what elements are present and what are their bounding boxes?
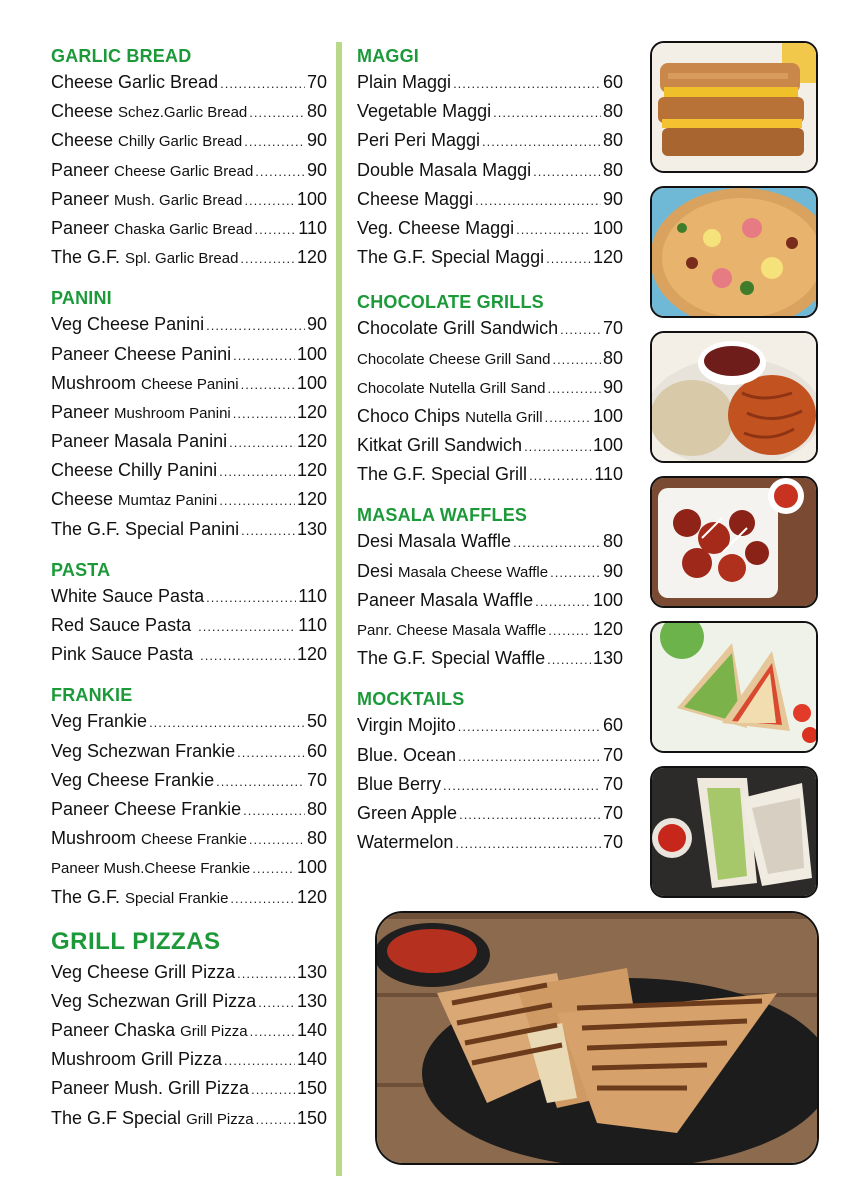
item-price: 80 [602, 159, 623, 180]
item-name-detail: Chocolate Cheese Grill Sand [357, 350, 551, 368]
menu-item [357, 243, 623, 272]
dot-leader [255, 157, 305, 186]
item-name: Veg Cheese Grill Pizza [51, 961, 236, 982]
item-price: 70 [602, 318, 623, 339]
section-title: CHOCOLATE GRILLS [357, 292, 544, 313]
section-garlic-bread [51, 44, 327, 272]
item-name: Green Apple [357, 802, 458, 823]
menu-item [51, 340, 327, 369]
item-price: 130 [296, 518, 327, 539]
item-name-detail: Mush. Garlic Bread [114, 191, 243, 209]
item-name: The G.F. Special Panini [51, 518, 240, 539]
menu-item [357, 126, 623, 155]
menu-item [51, 987, 327, 1016]
menu-item [51, 214, 327, 243]
dot-leader [256, 1105, 295, 1134]
dot-leader [241, 370, 295, 399]
item-price: 150 [296, 1107, 327, 1128]
menu-item [357, 711, 623, 740]
dot-leader [250, 1017, 295, 1046]
item-name: Plain Maggi [357, 72, 452, 92]
item-price: 110 [298, 615, 327, 635]
item-price: 60 [602, 715, 623, 736]
menu-item [51, 68, 327, 97]
menu-item [357, 431, 623, 460]
item-price: 110 [298, 585, 327, 606]
item-name: Paneer Chaska [51, 1020, 181, 1041]
dot-leader [482, 127, 601, 156]
item-price: 100 [296, 343, 327, 364]
menu-item [51, 707, 327, 736]
dot-leader [513, 528, 601, 557]
dot-leader [206, 311, 305, 340]
dot-leader [258, 988, 295, 1017]
dot-leader [200, 641, 295, 670]
menu-item [357, 185, 623, 214]
item-name: Red Sauce Pasta [51, 615, 197, 635]
left-menu-column [51, 44, 327, 1133]
menu-item [51, 97, 327, 126]
menu-item [51, 737, 327, 766]
menu-item [51, 1104, 327, 1133]
item-price: 110 [298, 217, 327, 238]
item-price: 70 [602, 832, 623, 853]
item-name: Paneer Masala Waffle [357, 589, 534, 610]
item-price: 80 [306, 101, 327, 122]
dot-leader [552, 345, 601, 374]
item-price: 120 [296, 886, 327, 907]
item-name-detail: Cheese Garlic Bread [114, 162, 254, 180]
menu-item [51, 795, 327, 824]
item-price: 80 [306, 798, 327, 819]
item-name-detail: Spl. Garlic Bread [125, 250, 239, 268]
menu-item [357, 586, 623, 615]
dot-leader [459, 800, 601, 829]
item-name: Paneer [51, 401, 115, 422]
item-price: 130 [296, 990, 327, 1011]
dot-leader [220, 69, 305, 98]
dot-leader [198, 612, 296, 641]
menu-item [357, 460, 623, 489]
item-name: The G.F. Special Maggi [357, 247, 545, 268]
item-price: 90 [602, 560, 623, 581]
item-name: Paneer Cheese Frankie [51, 798, 242, 819]
item-price: 150 [296, 1078, 327, 1099]
item-price: 120 [296, 460, 327, 481]
item-name: Mushroom [51, 828, 142, 849]
item-price: 70 [306, 72, 327, 92]
dot-leader [229, 428, 295, 457]
dot-leader [516, 215, 591, 244]
item-price: 80 [602, 130, 623, 151]
item-price: 70 [602, 744, 623, 765]
dot-leader [224, 1046, 295, 1075]
photo-club-sandwich [650, 621, 818, 753]
item-name: Cheese [51, 101, 119, 122]
menu-item [51, 369, 327, 398]
item-price: 60 [306, 740, 327, 761]
menu-item [51, 1016, 327, 1045]
item-name-detail: Schez.Garlic Bread [118, 104, 248, 122]
item-price: 80 [602, 531, 623, 552]
item-name: Veg Cheese Panini [51, 314, 205, 335]
dot-leader [453, 69, 601, 98]
item-name: Mushroom Grill Pizza [51, 1049, 223, 1070]
photo-chilli-paneer-dish [650, 476, 818, 608]
item-name: Blue Berry [357, 773, 442, 794]
section-grill-pizzas [51, 926, 327, 1133]
dot-leader [550, 558, 601, 587]
menu-item [357, 527, 623, 556]
menu-item [357, 402, 623, 431]
item-name: The G.F. Special Grill [357, 464, 528, 485]
dot-leader [533, 157, 601, 186]
menu-item [51, 456, 327, 485]
item-name: Watermelon [357, 832, 454, 853]
dot-leader [206, 583, 296, 612]
item-name: Mushroom [51, 372, 142, 393]
item-name: Peri Peri Maggi [357, 130, 481, 151]
item-price: 80 [602, 101, 623, 122]
section-frankie [51, 683, 327, 911]
item-price: 100 [592, 217, 623, 238]
dot-leader [254, 215, 296, 244]
menu-item [51, 1074, 327, 1103]
item-price: 100 [592, 435, 623, 456]
section-title: GRILL PIZZAS [51, 927, 221, 955]
dot-leader [455, 829, 601, 858]
item-price: 90 [602, 188, 623, 209]
item-name-detail: Mushroom Panini [114, 404, 231, 422]
item-price: 80 [306, 828, 327, 849]
item-name: Pink Sauce Pasta [51, 644, 199, 665]
item-name: Double Masala Maggi [357, 159, 532, 180]
item-name-detail: Cheese Panini [141, 375, 239, 393]
dot-leader [535, 587, 591, 616]
item-name: Veg Schezwan Grill Pizza [51, 990, 257, 1011]
menu-item [51, 515, 327, 544]
dot-leader [244, 127, 305, 156]
item-name: Vegetable Maggi [357, 101, 492, 122]
item-name: Paneer [51, 159, 115, 180]
item-name: The G.F. Special Waffle [357, 648, 546, 669]
dot-leader [475, 186, 601, 215]
section-masala-waffles [357, 503, 623, 673]
item-name: Paneer Masala Panini [51, 431, 228, 452]
menu-item [357, 344, 623, 373]
menu-item [51, 766, 327, 795]
menu-item [357, 373, 623, 402]
dot-leader [443, 771, 601, 800]
dot-leader [252, 854, 295, 883]
dot-leader [458, 712, 601, 741]
item-name: The G.F. [51, 247, 126, 268]
item-price: 120 [296, 431, 327, 452]
item-price: 100 [296, 188, 327, 209]
dot-leader [249, 98, 305, 127]
item-price: 120 [592, 247, 623, 268]
item-name: Paneer [51, 217, 115, 238]
item-name-detail: Special Frankie [125, 889, 229, 907]
item-name: Kitkat Grill Sandwich [357, 435, 523, 456]
menu-item [357, 644, 623, 673]
item-name: The G.F. [51, 886, 126, 907]
dot-leader [251, 1075, 295, 1104]
section-panini [51, 286, 327, 544]
menu-item [51, 582, 327, 611]
dot-leader [219, 486, 295, 515]
menu-item [51, 427, 327, 456]
dot-leader [547, 374, 601, 403]
item-price: 50 [306, 711, 327, 732]
item-price: 140 [296, 1049, 327, 1070]
item-price: 90 [306, 130, 327, 151]
item-price: 120 [296, 247, 327, 268]
item-price: 130 [592, 648, 623, 669]
menu-item [357, 615, 623, 644]
dot-leader [243, 796, 305, 825]
dot-leader [560, 315, 601, 344]
menu-item [357, 741, 623, 770]
item-name: Paneer Mush. Grill Pizza [51, 1078, 250, 1099]
item-name: Cheese Garlic Bread [51, 72, 219, 92]
item-price: 70 [306, 769, 327, 790]
item-name-detail: Masala Cheese Waffle [398, 563, 549, 581]
middle-menu-column [357, 44, 623, 857]
item-name: Cheese [51, 489, 119, 510]
dot-leader [230, 884, 295, 913]
item-price: 120 [296, 401, 327, 422]
dot-leader [237, 738, 305, 767]
item-name-detail: Grill Pizza [186, 1110, 254, 1128]
item-price: 100 [296, 372, 327, 393]
menu-item [357, 68, 623, 97]
menu-item [51, 485, 327, 514]
section-title: MASALA WAFFLES [357, 505, 528, 526]
item-price: 70 [602, 802, 623, 823]
menu-item [357, 828, 623, 857]
section-mocktails [357, 687, 623, 857]
item-name-detail: Chilly Garlic Bread [118, 133, 243, 151]
item-name: White Sauce Pasta [51, 585, 205, 606]
item-name: Paneer Cheese Panini [51, 343, 232, 364]
item-price: 110 [594, 464, 623, 485]
dot-leader [493, 98, 601, 127]
dot-leader [233, 341, 295, 370]
item-name: Desi Masala Waffle [357, 531, 512, 552]
dot-leader [240, 244, 295, 273]
menu-item [51, 958, 327, 987]
dot-leader [219, 457, 295, 486]
menu-item [357, 97, 623, 126]
item-name-detail: Cheese Frankie [141, 831, 247, 849]
menu-item [51, 824, 327, 853]
photo-maggi-noodles-with-sauce [650, 331, 818, 463]
photo-pizza-slice [650, 186, 818, 318]
item-price: 140 [296, 1020, 327, 1041]
menu-item [357, 557, 623, 586]
dot-leader [458, 742, 601, 771]
photo-toasted-sandwich-stack [650, 41, 818, 173]
section-pasta [51, 558, 327, 670]
item-price: 90 [602, 376, 623, 397]
item-price: 100 [592, 589, 623, 610]
menu-item [51, 853, 327, 882]
section-title: MOCKTAILS [357, 689, 465, 710]
item-price: 70 [602, 773, 623, 794]
item-name-detail: Nutella Grill [465, 408, 543, 426]
item-name: Virgin Mojito [357, 715, 456, 736]
menu-item [51, 310, 327, 339]
dot-leader [548, 616, 591, 645]
menu-item [51, 883, 327, 912]
menu-item [357, 214, 623, 243]
dot-leader [237, 959, 295, 988]
section-title: PASTA [51, 559, 111, 580]
item-price: 120 [296, 489, 327, 510]
menu-item [51, 611, 327, 640]
item-price: 120 [592, 619, 623, 639]
menu-item [51, 126, 327, 155]
item-name: Blue. Ocean [357, 744, 457, 765]
menu-item [51, 640, 327, 669]
photo-grilled-sandwich-with-ketchup [650, 766, 818, 898]
menu-item [51, 398, 327, 427]
dot-leader [233, 399, 295, 428]
dot-leader [249, 825, 305, 854]
section-title: GARLIC BREAD [51, 46, 192, 66]
item-name-detail: Mumtaz Panini [118, 492, 218, 510]
item-name: Choco Chips [357, 405, 466, 426]
item-price: 60 [602, 72, 623, 92]
dot-leader [529, 461, 592, 490]
menu-item [51, 243, 327, 272]
dot-leader [149, 708, 305, 737]
section-title: FRANKIE [51, 685, 133, 706]
item-name: Veg Frankie [51, 711, 148, 732]
item-price: 80 [602, 347, 623, 368]
menu-item [51, 185, 327, 214]
menu-item [357, 770, 623, 799]
section-title: MAGGI [357, 46, 419, 66]
item-name: Cheese Chilly Panini [51, 460, 218, 481]
item-name: Chocolate Grill Sandwich [357, 318, 559, 339]
item-price: 100 [296, 857, 327, 878]
photo-grilled-sandwich-platter [375, 911, 819, 1165]
item-name-detail: Chaska Garlic Bread [114, 220, 253, 238]
item-name: Veg Schezwan Frankie [51, 740, 236, 761]
item-price: 120 [296, 644, 327, 665]
item-name-detail: Paneer Mush.Cheese Frankie [51, 860, 251, 878]
menu-item [51, 1045, 327, 1074]
item-price: 90 [306, 159, 327, 180]
item-name-detail: Chocolate Nutella Grill Sand [357, 379, 546, 397]
item-name: Paneer [51, 188, 115, 209]
menu-item [357, 314, 623, 343]
item-name-detail: Panr. Cheese Masala Waffle [357, 622, 547, 639]
item-name: Veg Cheese Frankie [51, 769, 215, 790]
item-price: 100 [592, 405, 623, 426]
dot-leader [547, 645, 591, 674]
item-name: Cheese [51, 130, 119, 151]
item-price: 90 [306, 314, 327, 335]
dot-leader [241, 516, 295, 545]
dot-leader [524, 432, 591, 461]
item-name: Desi [357, 560, 399, 581]
section-title: PANINI [51, 288, 112, 309]
section-maggi [357, 44, 623, 272]
menu-item [357, 156, 623, 185]
menu-item [357, 799, 623, 828]
dot-leader [244, 186, 295, 215]
item-name: The G.F Special [51, 1107, 187, 1128]
column-divider [336, 42, 342, 1176]
item-price: 130 [296, 961, 327, 982]
dot-leader [546, 244, 591, 273]
item-name-detail: Grill Pizza [180, 1023, 248, 1041]
menu-item [51, 156, 327, 185]
dot-leader [216, 767, 305, 796]
item-name: Cheese Maggi [357, 188, 474, 209]
item-name: Veg. Cheese Maggi [357, 217, 515, 238]
section-chocolate-grills [357, 290, 623, 489]
dot-leader [545, 403, 591, 432]
